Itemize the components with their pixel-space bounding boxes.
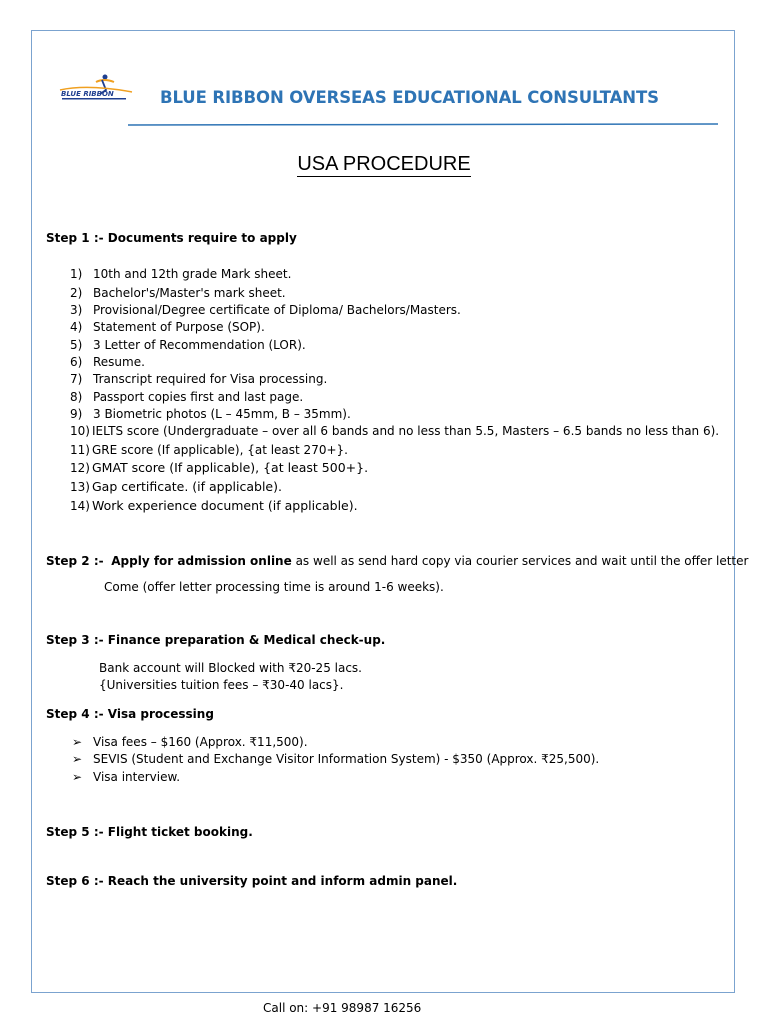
- list-item-number: 2): [70, 286, 83, 300]
- step2-bold: Apply for admission online: [111, 554, 292, 568]
- list-item-number: 8): [70, 390, 83, 404]
- list-item: 3 Letter of Recommendation (LOR).: [93, 338, 306, 352]
- step2-line2: Come (offer letter processing time is around 1-6 weeks).: [104, 580, 444, 594]
- list-item-number: 6): [70, 355, 83, 369]
- list-item: Transcript required for Visa processing.: [93, 372, 328, 386]
- list-item: Gap certificate. (if applicable).: [92, 479, 282, 494]
- footer-contact: Call on: +91 98987 16256: [263, 1001, 422, 1015]
- step2-text: as well as send hard copy via courier services and wait until the offer letter: [295, 554, 749, 568]
- arrow-bullet-icon: ➢: [72, 752, 83, 766]
- bullet-item: Visa interview.: [93, 770, 181, 784]
- step3-heading: Step 3 :- Finance preparation & Medical check-up.: [46, 633, 386, 647]
- step6-heading: Step 6 :- Reach the university point and inform admin panel.: [46, 874, 458, 888]
- company-name: BLUE RIBBON OVERSEAS EDUCATIONAL CONSULTANTS: [160, 88, 659, 107]
- header-divider: [128, 123, 718, 127]
- step5-heading: Step 5 :- Flight ticket booking.: [46, 825, 253, 839]
- arrow-bullet-icon: ➢: [72, 770, 83, 784]
- svg-text:BLUE RIBBON: BLUE RIBBON: [61, 90, 114, 98]
- step4-heading: Step 4 :- Visa processing: [46, 707, 214, 721]
- list-item-number: 4): [70, 320, 83, 334]
- list-item-number: 7): [70, 372, 83, 386]
- list-item: IELTS score (Undergraduate – over all 6 bands and no less than 5.5, Masters – 6.5 bands no less than 6).: [92, 424, 720, 438]
- bullet-item: Visa fees – $160 (Approx. ₹11,500).: [93, 735, 308, 749]
- list-item-number: 5): [70, 338, 83, 352]
- step1-heading: Step 1 :- Documents require to apply: [46, 231, 297, 245]
- arrow-bullet-icon: ➢: [72, 735, 83, 749]
- step3-line1: Bank account will Blocked with ₹20-25 lacs.: [99, 661, 362, 675]
- step2-label: Step 2 :-: [46, 554, 104, 568]
- list-item-number: 9): [70, 407, 83, 421]
- list-item-number: 10): [70, 424, 90, 438]
- list-item-number: 12): [70, 461, 90, 475]
- blue-ribbon-logo: [58, 72, 134, 102]
- step2-line: [46, 555, 748, 567]
- list-item: Provisional/Degree certificate of Diploma/ Bachelors/Masters.: [93, 303, 461, 317]
- list-item-number: 11): [70, 443, 90, 457]
- step3-line2: {Universities tuition fees – ₹30-40 lacs}.: [99, 678, 344, 692]
- list-item-number: 1): [70, 267, 83, 281]
- list-item-number: 14): [70, 499, 90, 513]
- list-item: GRE score (If applicable), {at least 270+}.: [92, 443, 348, 457]
- list-item: GMAT score (If applicable), {at least 500+}.: [92, 460, 369, 475]
- list-item: Resume.: [93, 355, 145, 369]
- list-item: Work experience document (if applicable).: [92, 498, 358, 513]
- list-item-number: 13): [70, 480, 90, 494]
- list-item-number: 3): [70, 303, 83, 317]
- bullet-item: SEVIS (Student and Exchange Visitor Information System) - $350 (Approx. ₹25,500).: [93, 752, 600, 766]
- list-item: Bachelor's/Master's mark sheet.: [93, 286, 286, 300]
- list-item: Passport copies first and last page.: [93, 390, 304, 404]
- list-item: Statement of Purpose (SOP).: [93, 320, 265, 334]
- page-title: USA PROCEDURE: [297, 153, 471, 175]
- list-item: 10th and 12th grade Mark sheet.: [93, 267, 292, 281]
- list-item: 3 Biometric photos (L – 45mm, B – 35mm).: [93, 407, 351, 421]
